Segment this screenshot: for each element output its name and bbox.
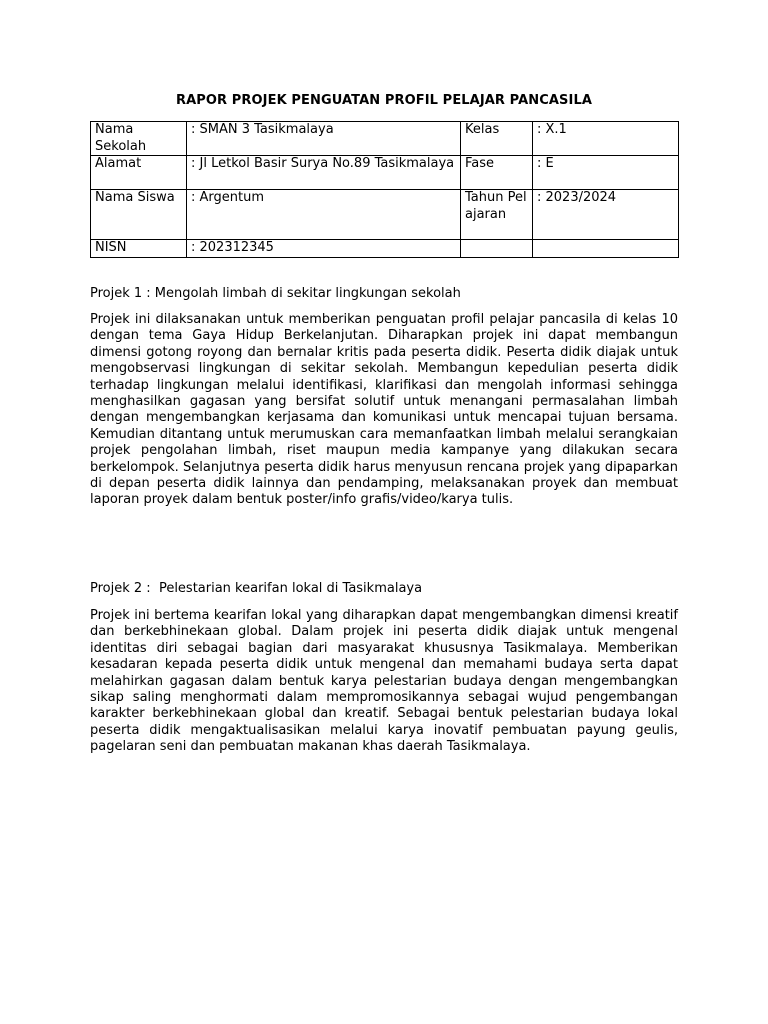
project-1-heading: Projek 1 : Mengolah limbah di sekitar lingkungan sekolah [90,286,461,301]
value-tahun-pelajaran: : 2023/2024 [533,190,679,240]
project-2-heading: Projek 2 : Pelestarian kearifan lokal di Tasikmalaya [90,581,423,596]
project-1-description: Projek ini dilaksanakan untuk memberikan penguatan profil pelajar pancasila di kelas 10 dengan tema Gaya Hidup Berkelanjutan. Diharapkan projek ini dapat membangun dimensi gotong royong dan bernalar kritis pada peserta didik. Peserta didik diajak untuk mengobservasi lingkungan di sekitar sekolah. Membangun kepedulian peserta didik terhadap lingkungan melalui identifikasi, klarifikasi dan mengolah informasi sehingga menghasilkan gagasan yang bersifat solutif untuk menangani permasalahan limbah dengan mengembangkan kerjasama dan komunikasi untuk mencapai tujuan bersama. Kemudian ditantang untuk merumuskan cara memanfaatkan limbah melalui serangkaian projek pengolahan limbah, riset maupun media kampanye yang dilakukan secara berkelompok. Selanjutnya peserta didik harus menyusun rencana projek yang dipaparkan di depan peserta didik lainnya dan pendamping, melaksanakan proyek dan membuat laporan proyek dalam bentuk poster/info grafis/video/karya tulis. [90,312,678,508]
value-fase: : E [533,156,679,190]
value-nisn: : 202312345 [187,240,461,258]
empty-cell [461,240,533,258]
label-fase: Fase [461,156,533,190]
value-nama-sekolah: : SMAN 3 Tasikmalaya [187,122,461,156]
table-row [91,190,679,240]
student-identity-table [90,121,679,258]
empty-cell [533,240,679,258]
value-alamat: : Jl Letkol Basir Surya No.89 Tasikmalaya [187,156,461,190]
value-nama-siswa: : Argentum [187,190,461,240]
project-2-description: Projek ini bertema kearifan lokal yang diharapkan dapat mengembangkan dimensi kreatif dan berkebhinekaan global. Dalam projek ini peserta didik diajak untuk mengenal identitas diri sebagai bagian dari masyarakat khususnya Tasikmalaya. Memberikan kesadaran kepada peserta didik untuk mengenal dan memahami budaya serta dapat melahirkan gagasan dalam bentuk karya pelestarian budaya dengan mengembangkan sikap saling menghormati dalam mempromosikannya sebagai wujud pengembangan karakter berkebhinekaan global dan kreatif. Sebagai bentuk pelestarian budaya lokal peserta didik mengaktualisasikan melalui karya inovatif pembuatan payung geulis, pagelaran seni dan pembuatan makanan khas daerah Tasikmalaya. [90,608,678,755]
label-nama-sekolah: Nama Sekolah [91,122,187,156]
label-kelas: Kelas [461,122,533,156]
table-row [91,156,679,190]
table-row [91,240,679,258]
report-title: RAPOR PROJEK PENGUATAN PROFIL PELAJAR PANCASILA [175,93,592,108]
label-alamat: Alamat [91,156,187,190]
label-nisn: NISN [91,240,187,258]
label-tahun-pelajaran: Tahun Pelajaran [461,190,533,240]
table-row [91,122,679,156]
label-nama-siswa: Nama Siswa [91,190,187,240]
value-kelas: : X.1 [533,122,679,156]
